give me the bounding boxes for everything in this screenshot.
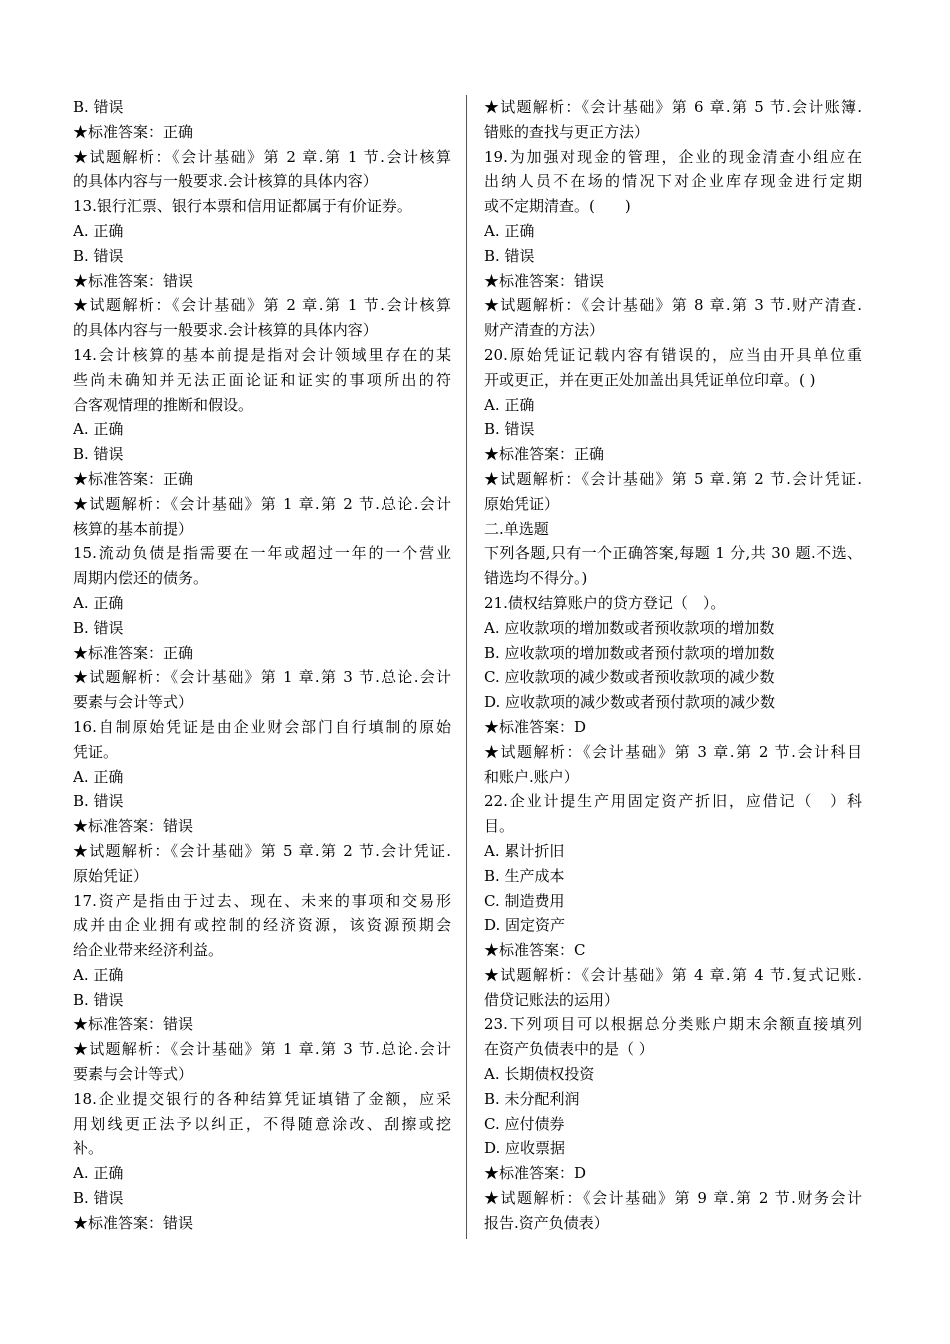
text-line: 下列各题,只有一个正确答案,每题 1 分,共 30 题.不选、 — [484, 544, 862, 563]
text-line: A. 正确 — [73, 767, 124, 786]
text-line: ★试题解析：《会计基础》第 2 章.第 1 节.会计核算 — [73, 147, 451, 166]
text-line: A. 正确 — [73, 593, 124, 612]
text-line: B. 错误 — [73, 990, 124, 1009]
text-line: ★标准答案：正确 — [73, 122, 194, 141]
text-line: 原始凭证） — [484, 494, 560, 513]
text-line: ★试题解析：《会计基础》第 6 章.第 5 节.会计账簿. — [484, 98, 862, 116]
text-line: D. 应收款项的减少数或者预付款项的减少数 — [484, 693, 776, 712]
text-line: B. 错误 — [73, 98, 124, 116]
text-line: B. 应收款项的增加数或者预付款项的增加数 — [484, 643, 775, 662]
text-line: 20.原始凭证记载内容有错误的，应当由开具单位重 — [484, 345, 862, 364]
text-line: B. 错误 — [73, 445, 124, 464]
text-line: 补。 — [73, 1139, 104, 1158]
text-line: ★标准答案：正确 — [73, 643, 194, 662]
text-line: A. 正确 — [73, 1164, 124, 1183]
text-line: B. 错误 — [73, 246, 124, 265]
text-line: 14.会计核算的基本前提是指对会计领域里存在的某 — [73, 345, 451, 364]
text-line: 和账户.账户） — [484, 767, 579, 786]
text-line: A. 正确 — [73, 221, 124, 240]
text-line: 的具体内容与一般要求.会计核算的具体内容） — [73, 172, 378, 191]
text-line: ★试题解析：《会计基础》第 3 章.第 2 节.会计科目 — [484, 742, 862, 761]
text-line: 22.企业计提生产用固定资产折旧，应借记（ ）科 — [484, 792, 862, 811]
text-line: 15.流动负债是指需要在一年或超过一年的一个营业 — [73, 544, 451, 563]
text-line: ★标准答案：错误 — [484, 271, 605, 290]
text-line: 19.为加强对现金的管理，企业的现金清查小组应在 — [484, 147, 862, 166]
text-line: B. 未分配利润 — [484, 1089, 580, 1108]
text-line: 报告.资产负债表） — [484, 1213, 609, 1232]
text-line: ★试题解析：《会计基础》第 5 章.第 2 节.会计凭证. — [73, 841, 451, 860]
text-line: 周期内偿还的债务。 — [73, 569, 209, 588]
text-line: ★试题解析：《会计基础》第 1 章.第 3 节.总论.会计 — [73, 668, 451, 687]
text-line: 13.银行汇票、银行本票和信用证都属于有价证券。 — [73, 197, 412, 216]
text-line: D. 应收票据 — [484, 1139, 566, 1158]
text-line: B. 错误 — [73, 792, 124, 811]
text-line: A. 正确 — [484, 221, 535, 240]
text-line: 二.单选题 — [484, 519, 549, 538]
text-line: 18.企业提交银行的各种结算凭证填错了金额，应采 — [73, 1089, 451, 1108]
text-line: 21.债权结算账户的贷方登记（ ）。 — [484, 593, 726, 612]
text-line: 16.自制原始凭证是由企业财会部门自行填制的原始 — [73, 717, 451, 736]
text-line: C. 应付债券 — [484, 1114, 565, 1133]
text-line: ★标准答案：正确 — [484, 445, 605, 464]
column-divider — [466, 95, 467, 1239]
text-line: 成并由企业拥有或控制的经济资源，该资源预期会 — [73, 916, 451, 935]
text-line: ★试题解析：《会计基础》第 5 章.第 2 节.会计凭证. — [484, 469, 862, 488]
text-line: A. 正确 — [73, 420, 124, 439]
text-line: 借贷记账法的运用） — [484, 990, 620, 1009]
text-line: 给企业带来经济利益。 — [73, 941, 224, 960]
text-line: A. 应收款项的增加数或者预收款项的增加数 — [484, 618, 775, 637]
text-line: 错选均不得分。) — [484, 569, 588, 588]
text-line: 的具体内容与一般要求.会计核算的具体内容） — [73, 321, 378, 340]
text-line: ★标准答案：D — [484, 1164, 587, 1183]
text-line: ★标准答案：错误 — [73, 817, 194, 836]
text-line: A. 累计折旧 — [484, 841, 565, 860]
text-line: 开或更正，并在更正处加盖出具凭证单位印章。( ) — [484, 370, 816, 389]
text-line: 错账的查找与更正方法） — [484, 122, 650, 141]
text-line: ★标准答案：C — [484, 941, 586, 960]
text-line: ★试题解析：《会计基础》第 8 章.第 3 节.财产清查. — [484, 296, 862, 315]
text-line: 或不定期清查。( ) — [484, 197, 631, 216]
text-line: B. 错误 — [73, 618, 124, 637]
text-line: ★标准答案：D — [484, 717, 587, 736]
text-line: ★标准答案：错误 — [73, 1213, 194, 1232]
text-line: ★标准答案：错误 — [73, 1015, 194, 1034]
text-line: B. 生产成本 — [484, 866, 565, 885]
text-line: 财产清查的方法） — [484, 321, 605, 340]
text-line: 合客观情理的推断和假设。 — [73, 395, 254, 414]
text-line: B. 错误 — [484, 420, 535, 439]
text-line: 17.资产是指由于过去、现在、未来的事项和交易形 — [73, 891, 451, 910]
text-line: 凭证。 — [73, 742, 119, 761]
text-line: 原始凭证） — [73, 866, 149, 885]
text-line: 些尚未确知并无法正面论证和证实的事项所出的符 — [73, 370, 451, 389]
text-line: ★试题解析：《会计基础》第 1 章.第 3 节.总论.会计 — [73, 1040, 451, 1059]
text-line: A. 正确 — [484, 395, 535, 414]
text-line: 出纳人员不在场的情况下对企业库存现金进行定期 — [484, 172, 862, 191]
text-line: ★标准答案：错误 — [73, 271, 194, 290]
text-line: C. 制造费用 — [484, 891, 565, 910]
text-line: A. 长期债权投资 — [484, 1065, 595, 1084]
text-line: A. 正确 — [73, 965, 124, 984]
text-line: 目。 — [484, 817, 515, 836]
left-column — [73, 95, 451, 1236]
text-line: ★标准答案：正确 — [73, 469, 194, 488]
right-column — [484, 95, 862, 1236]
text-line: D. 固定资产 — [484, 916, 566, 935]
text-line: C. 应收款项的减少数或者预收款项的减少数 — [484, 668, 775, 687]
text-line: 23.下列项目可以根据总分类账户期末余额直接填列 — [484, 1015, 862, 1034]
text-line: B. 错误 — [73, 1189, 124, 1208]
text-line: ★试题解析：《会计基础》第 9 章.第 2 节.财务会计 — [484, 1189, 862, 1208]
text-line: 用划线更正法予以纠正，不得随意涂改、刮擦或挖 — [73, 1114, 451, 1133]
text-line: 要素与会计等式） — [73, 1065, 194, 1084]
text-line: 要素与会计等式） — [73, 693, 194, 712]
text-line: 核算的基本前提） — [73, 519, 194, 538]
text-line: 在资产负债表中的是（ ） — [484, 1040, 654, 1059]
text-line: ★试题解析：《会计基础》第 2 章.第 1 节.会计核算 — [73, 296, 451, 315]
text-line: ★试题解析：《会计基础》第 1 章.第 2 节.总论.会计 — [73, 494, 451, 513]
text-line: ★试题解析：《会计基础》第 4 章.第 4 节.复式记账. — [484, 965, 862, 984]
text-line: B. 错误 — [484, 246, 535, 265]
